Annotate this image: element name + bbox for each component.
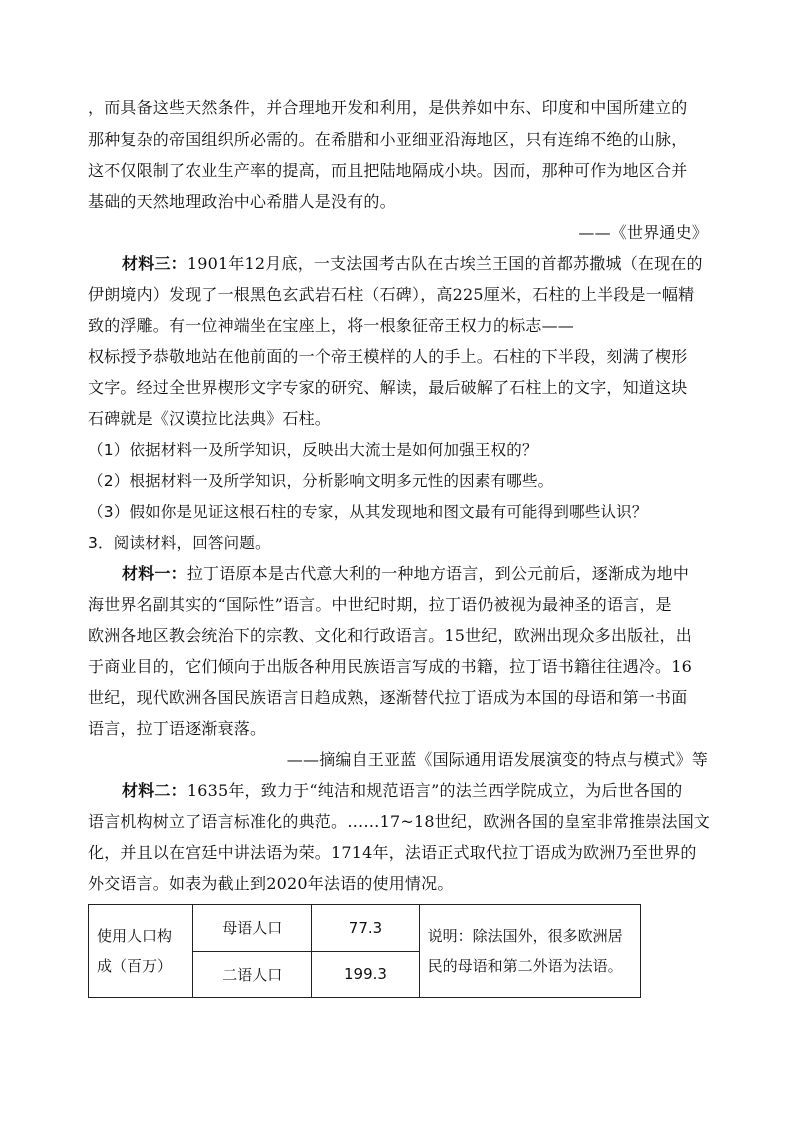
paragraph-line: 那种复杂的帝国组织所必需的。在希腊和小亚细亚沿海地区，只有连绵不绝的山脉， (88, 130, 688, 149)
paragraph-line: ，而具备这些天然条件，并合理地开发和利用，是供养如中东、印度和中国所建立的 (88, 98, 688, 117)
material-3-label: 材料三： (122, 254, 187, 273)
paragraph-line: 语言，拉丁语逐渐衰落。 (88, 719, 267, 738)
material-3-text: 1901年12月底，一支法国考古队在古埃兰王国的首都苏撒城（在现在的 (186, 254, 703, 273)
paragraph-line: 海世界名副其实的“国际性”语言。中世纪时期，拉丁语仍被视为最神圣的语言，是 (88, 595, 672, 614)
material-2-first-line (122, 781, 708, 801)
paragraph-line: 世纪，现代欧洲各国民族语言日趋成熟，逐渐替代拉丁语成为本国的母语和第一书面 (88, 688, 688, 707)
paragraph-line: 致的浮雕。有一位神端坐在宝座上，将一根象征帝王权力的标志—— (88, 316, 575, 335)
table-label-cell: 母语人口 (193, 905, 312, 952)
paragraph-line: 语言机构树立了语言标准化的典范。……17~18世纪，欧洲各国的皇室非常推崇法国文 (88, 812, 711, 831)
question-2: （2）根据材料一及所学知识，分析影响文明多元性的因素有哪些。 (88, 472, 554, 490)
table-note-cell: 说明：除法国外，很多欧洲居民的母语和第二外语为法语。 (419, 905, 640, 998)
source-citation: ——摘编自王亚蓝《国际通用语发展演变的特点与模式》等 (286, 750, 708, 769)
material-3-first-line (122, 254, 708, 274)
paragraph-line: 石碑就是《汉谟拉比法典》石柱。 (88, 409, 332, 428)
table-label-cell: 二语人口 (193, 951, 312, 998)
source-citation: ——《世界通史》 (578, 223, 708, 242)
table-value-cell: 77.3 (312, 905, 419, 952)
material-1-first-line (122, 564, 708, 584)
paragraph-line: 外交语言。如表为截止到2020年法语的使用情况。 (88, 874, 454, 893)
question-3: （3）假如你是见证这根石柱的专家，从其发现地和图文最有可能得到哪些认识？ (88, 503, 648, 521)
material-2-text: 1635年，致力于“纯洁和规范语言”的法兰西学院成立，为后世各国的 (186, 781, 683, 800)
table-value-cell: 199.3 (312, 951, 419, 998)
paragraph-line: 这不仅限制了农业生产率的提高，而且把陆地隔成小块。因而，那种可作为地区合并 (88, 161, 688, 180)
paragraph-line: 于商业目的，它们倾向于出版各种用民族语言写成的书籍，拉丁语书籍往往遇冷。16 (88, 657, 692, 676)
question-1: （1）依据材料一及所学知识，反映出大流士是如何加强王权的？ (88, 441, 538, 459)
material-2-label: 材料二： (122, 781, 187, 800)
paragraph-line: 化，并且以在宫廷中讲法语为荣。1714年，法语正式取代拉丁语成为欧洲乃至世界的 (88, 843, 697, 862)
paragraph-line: 欧洲各地区教会统治下的宗教、文化和行政语言。15世纪，欧洲出现众多出版社，出 (88, 626, 692, 645)
paragraph-line: 伊朗境内）发现了一根黑色玄武岩石柱（石碑），高225厘米，石柱的上半段是一幅精 (88, 285, 695, 304)
paragraph-line: 权标授予恭敬地站在他前面的一个帝王模样的人的手上。石柱的下半段，刻满了楔形 (88, 347, 688, 366)
question-title: 3．阅读材料，回答问题。 (88, 534, 271, 552)
french-usage-table (88, 904, 641, 998)
table-row (89, 905, 641, 952)
table-header-cell: 使用人口构成（百万） (89, 905, 193, 998)
material-1-label: 材料一： (122, 564, 187, 583)
paragraph-line: 文字。经过全世界楔形文字专家的研究、解读，最后破解了石柱上的文字，知道这块 (88, 378, 688, 397)
paragraph-line: 基础的天然地理政治中心希腊人是没有的。 (88, 192, 396, 211)
material-1-text: 拉丁语原本是古代意大利的一种地方语言，到公元前后，逐渐成为地中 (186, 564, 690, 583)
